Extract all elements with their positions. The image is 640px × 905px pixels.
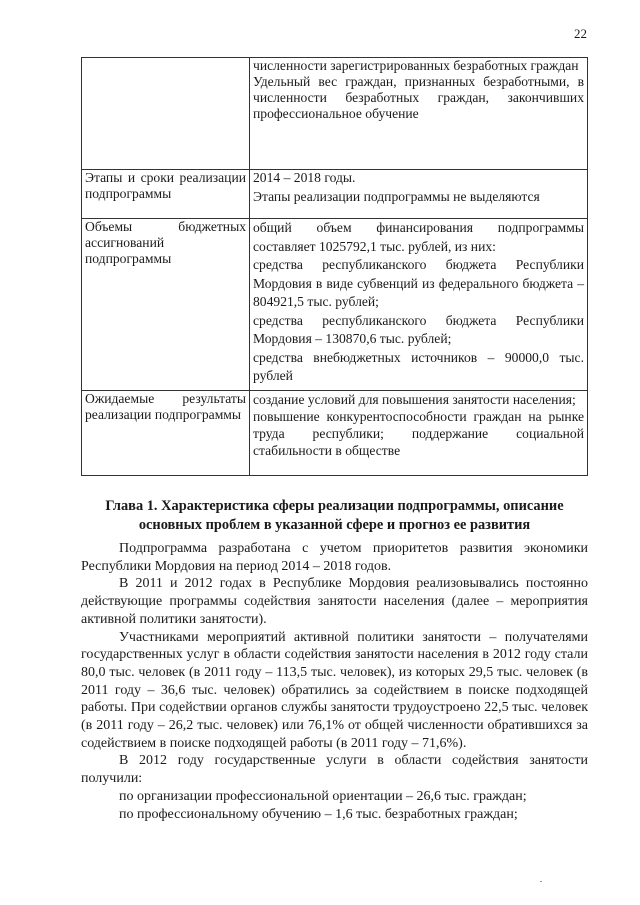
- row-label: Объемы бюджетных ассигнований подпрограммы: [82, 219, 250, 391]
- content-line: Удельный вес граждан, признанных безработными, в численности безработных граждан, закончивших профессиональное обучение: [253, 74, 584, 121]
- content-line: создание условий для повышения занятости населения;: [253, 392, 576, 407]
- content-line: средства внебюджетных источников – 90000,0 тыс. рублей: [253, 349, 584, 383]
- content-line: средства республиканского бюджета Республики Мордовия в виде субвенций из федерального бюджета – 804921,5 тыс. рублей;: [253, 257, 584, 309]
- row-content: [250, 219, 588, 391]
- content-line: численности зарегистрированных безработных граждан: [253, 58, 579, 73]
- paragraph: В 2011 и 2012 годах в Республике Мордовия реализовывались постоянно действующие программы содействия занятости населения (далее – мероприятия активной политики занятости).: [81, 576, 588, 627]
- content-line: повышение конкурентоспособности граждан на рынке труда республики; поддержание социальной стабильности в обществе: [253, 409, 584, 458]
- chapter-title: Глава 1. Характеристика сферы реализации подпрограммы, описание основных проблем в указанной сфере и прогноз ее развития: [105, 498, 564, 533]
- row-label: Этапы и сроки реализации подпрограммы: [82, 170, 250, 219]
- paragraph: Подпрограмма разработана с учетом приоритетов развития экономики Республики Мордовия на период 2014 – 2018 годов.: [81, 541, 588, 574]
- table-row: [82, 219, 588, 391]
- paragraph: В 2012 году государственные услуги в области содействия занятости получили:: [81, 753, 588, 787]
- scan-speck: [540, 881, 542, 882]
- table-row: [82, 170, 588, 219]
- list-item: по организации профессиональной ориентации – 26,6 тыс. граждан;: [119, 788, 527, 804]
- row-label: [82, 58, 250, 170]
- content-line: 2014 – 2018 годы.: [253, 170, 356, 185]
- list-item: по профессиональному обучению – 1,6 тыс. безработных граждан;: [119, 806, 518, 822]
- content-line: Этапы реализации подпрограммы не выделяются: [253, 189, 540, 204]
- row-content: [250, 170, 588, 219]
- page-number: 22: [574, 26, 587, 41]
- content-line: средства республиканского бюджета Республики Мордовия – 130870,6 тыс. рублей;: [253, 312, 584, 346]
- row-content: [250, 391, 588, 476]
- content-line: общий объем финансирования подпрограммы составляет 1025792,1 тыс. рублей, из них:: [253, 220, 584, 254]
- table-row: [82, 391, 588, 476]
- subprogram-passport-table: [81, 57, 588, 476]
- row-content: [250, 58, 588, 170]
- body-text: [81, 540, 588, 823]
- row-label: Ожидаемые результаты реализации подпрограммы: [82, 391, 250, 476]
- table-row: [82, 58, 588, 170]
- paragraph: Участниками мероприятий активной политики занятости – получателями государственных услуг в области содействия занятости населения в 2012 году стали 80,0 тыс. человек (в 2011 году – 113,5 тыс. человек), из которых 29,5 тыс. человек (в 2011 году – 36,6 тыс. человек) обратились за содействием в поиске подходящей работы. При содействии органов службы занятости трудоустроено 22,5 тыс. человек (в 2011 году – 26,2 тыс. человек) или 76,1% от общей численности обратившихся за содействием в поиске подходящей работы (в 2011 году – 71,6%).: [81, 629, 588, 751]
